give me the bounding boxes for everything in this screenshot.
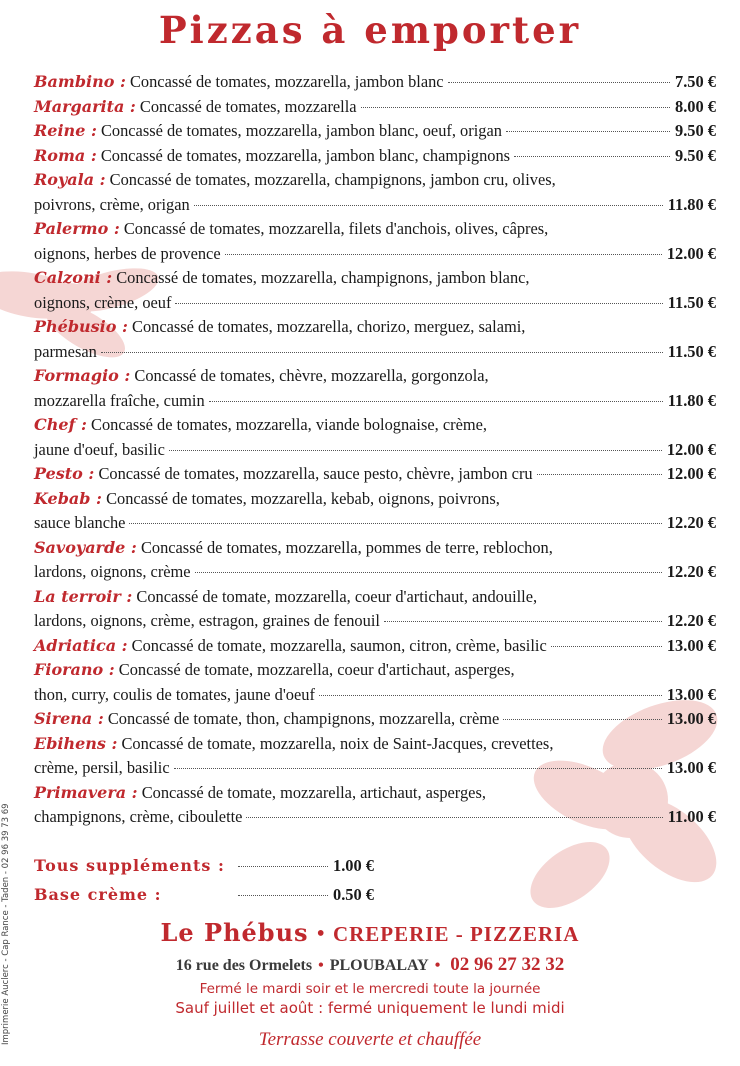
- pizza-ingredients: oignons, herbes de provence: [34, 243, 221, 263]
- pizza-ingredients: Concassé de tomates, mozzarella: [139, 96, 357, 116]
- pizza-ingredients: Concassé de tomate, thon, champignons, mozzarella, crème: [107, 709, 500, 728]
- pizza-ingredients: Concassé de tomate, mozzarella, saumon, citron, crème, basilic: [131, 635, 547, 655]
- pizza-text: [34, 70, 444, 95]
- pizza-text: [34, 609, 380, 634]
- pizza-text: [34, 683, 315, 708]
- pizza-ingredients: Concassé de tomates, mozzarella, kebab, oignons, poivrons,: [106, 488, 500, 508]
- pizza-text: [34, 536, 553, 561]
- pizza-ingredients: Concassé de tomates, mozzarella, jambon blanc, oeuf, origan: [100, 121, 502, 140]
- restaurant-name: Le Phébus: [160, 918, 309, 947]
- pizza-text: [34, 242, 221, 267]
- pizza-item: [34, 462, 716, 487]
- pizza-ingredients: Concassé de tomates, chèvre, mozzarella, gorgonzola,: [134, 366, 489, 385]
- pizza-ingredients: parmesan: [34, 341, 97, 361]
- pizza-price: 11.80 €: [667, 194, 716, 214]
- dot-leader: [448, 82, 670, 83]
- pizza-name: Kebab :: [34, 488, 102, 508]
- bullet-separator: •: [434, 957, 441, 974]
- address: 16 rue des Ormelets: [175, 957, 313, 974]
- pizza-text: [34, 462, 533, 487]
- pizza-item: [34, 585, 716, 634]
- pizza-line: [34, 487, 716, 512]
- dot-leader: [129, 523, 661, 524]
- pizza-line: [34, 781, 716, 806]
- dot-leader: [238, 895, 328, 896]
- pizza-name: Sirena :: [34, 709, 104, 728]
- pizza-text: [34, 340, 97, 365]
- pizza-item: [34, 364, 716, 413]
- pizza-item: [34, 144, 716, 169]
- pizza-name: Adriatica :: [34, 635, 128, 655]
- pizza-price: 13.00 €: [666, 758, 716, 777]
- pizza-line: [34, 462, 716, 487]
- pizza-line: [34, 95, 716, 120]
- extra-label: Tous suppléments :: [34, 856, 225, 875]
- pizza-text: [34, 634, 547, 659]
- pizza-line: [34, 413, 716, 438]
- pizza-item: [34, 732, 716, 781]
- pizza-item: [34, 658, 716, 707]
- phone-number: 02 96 27 32 32: [450, 954, 565, 975]
- bullet-separator: •: [316, 921, 325, 947]
- restaurant-type: CREPERIE - PIZZERIA: [332, 922, 580, 946]
- pizza-item: [34, 707, 716, 732]
- pizza-line: [34, 70, 716, 95]
- dot-leader: [514, 156, 670, 157]
- dot-leader: [537, 474, 662, 475]
- pizza-text: [34, 511, 125, 536]
- pizza-text: [34, 658, 515, 683]
- pizza-line: [34, 585, 716, 610]
- dot-leader: [174, 768, 662, 769]
- dot-leader: [384, 621, 662, 622]
- bullet-separator: •: [318, 957, 324, 974]
- pizza-ingredients: Concassé de tomates, mozzarella, champignons, jambon cru, olives,: [109, 170, 556, 189]
- pizza-line: [34, 291, 716, 316]
- restaurant-heading: [0, 918, 740, 948]
- pizza-text: [34, 732, 553, 757]
- pizza-item: [34, 634, 716, 659]
- pizza-text: [34, 756, 170, 781]
- extras-list: [34, 851, 394, 909]
- pizza-text: [34, 291, 171, 316]
- pizza-line: [34, 560, 716, 585]
- opening-hours-summer: Sauf juillet et août : fermé uniquement le lundi midi: [175, 999, 565, 1017]
- pizza-ingredients: Concassé de tomates, mozzarella, champignons, jambon blanc,: [116, 268, 530, 287]
- pizza-name: Pesto :: [34, 464, 95, 483]
- pizza-line: [34, 119, 716, 144]
- pizza-ingredients: poivrons, crème, origan: [34, 194, 190, 214]
- dot-leader: [225, 254, 662, 255]
- pizza-item: [34, 70, 716, 95]
- pizza-line: [34, 144, 716, 169]
- pizza-text: [34, 487, 500, 512]
- pizza-name: Fiorano :: [34, 660, 115, 679]
- pizza-name: Royala :: [34, 170, 106, 189]
- pizza-line: [34, 732, 716, 757]
- pizza-text: [34, 315, 525, 340]
- dot-leader: [238, 866, 328, 867]
- pizza-text: [34, 144, 510, 169]
- pizza-name: Margarita :: [34, 96, 136, 116]
- pizza-text: [34, 364, 489, 389]
- opening-hours-closed: Fermé le mardi soir et le mercredi toute la journée: [199, 981, 541, 997]
- pizza-ingredients: Concassé de tomates, mozzarella, jambon blanc: [129, 72, 444, 91]
- dot-leader: [361, 107, 670, 108]
- pizza-line: [34, 634, 716, 659]
- pizza-ingredients: Concassé de tomate, mozzarella, coeur d'artichaut, asperges,: [118, 660, 515, 679]
- pizza-name: Chef :: [34, 415, 87, 434]
- pizza-line: [34, 536, 716, 561]
- dot-leader: [101, 352, 663, 353]
- pizza-item: [34, 119, 716, 144]
- pizza-name: Savoyarde :: [34, 537, 137, 557]
- pizza-ingredients: Concassé de tomates, mozzarella, filets d'anchois, olives, câpres,: [123, 219, 549, 238]
- page-title: Pizzas à emporter: [158, 8, 582, 52]
- pizza-text: [34, 707, 499, 732]
- pizza-text: [34, 95, 357, 120]
- pizza-line: [34, 756, 716, 781]
- pizza-ingredients: thon, curry, coulis de tomates, jaune d'oeuf: [34, 684, 315, 704]
- pizza-line: [34, 217, 716, 242]
- pizza-text: [34, 805, 242, 830]
- pizza-line: [34, 266, 716, 291]
- pizza-text: [34, 193, 190, 218]
- pizza-line: [34, 511, 716, 536]
- pizza-ingredients: sauce blanche: [34, 513, 126, 532]
- pizza-text: [34, 168, 556, 193]
- pizza-text: [34, 217, 548, 242]
- pizza-line: [34, 315, 716, 340]
- pizza-text: [34, 438, 165, 463]
- extra-label: Base crème :: [34, 885, 162, 904]
- pizza-name: La terroir :: [34, 586, 133, 606]
- dot-leader: [209, 401, 663, 402]
- pizza-ingredients: Concassé de tomate, mozzarella, noix de Saint-Jacques, crevettes,: [121, 733, 554, 753]
- pizza-price: 13.00 €: [666, 684, 716, 704]
- city: PLOUBALAY: [329, 957, 429, 974]
- pizza-text: [34, 560, 191, 585]
- pizza-line: [34, 364, 716, 389]
- pizza-line: [34, 340, 716, 365]
- pizza-price: 8.00 €: [675, 96, 716, 116]
- pizza-price: 9.50 €: [675, 145, 716, 165]
- pizza-text: [34, 781, 486, 806]
- pizza-item: [34, 217, 716, 266]
- pizza-price: 13.00 €: [666, 709, 716, 728]
- pizza-ingredients: Concassé de tomates, mozzarella, sauce pesto, chèvre, jambon cru: [98, 464, 533, 483]
- pizza-line: [34, 438, 716, 463]
- dot-leader: [246, 817, 662, 818]
- pizza-text: [34, 389, 205, 414]
- pizza-ingredients: Concassé de tomates, mozzarella, viande bolognaise, crème,: [91, 415, 487, 434]
- pizza-price: 11.00 €: [667, 807, 716, 826]
- pizza-text: [34, 413, 487, 438]
- pizza-item: [34, 266, 716, 315]
- dot-leader: [175, 303, 662, 304]
- dot-leader: [195, 572, 662, 573]
- pizza-price: 12.00 €: [666, 464, 716, 483]
- pizza-item: [34, 168, 716, 217]
- pizza-ingredients: jaune d'oeuf, basilic: [34, 439, 165, 459]
- pizza-item: [34, 413, 716, 462]
- extra-base-creme: [34, 880, 394, 909]
- dot-leader: [506, 131, 670, 132]
- restaurant-footer: [0, 918, 740, 1051]
- dot-leader: [503, 719, 662, 720]
- extra-supplements: [34, 851, 394, 880]
- pizza-ingredients: oignons, crème, oeuf: [34, 292, 172, 312]
- pizza-ingredients: mozzarella fraîche, cumin: [34, 390, 205, 410]
- pizza-name: Reine :: [34, 121, 97, 140]
- pizza-item: [34, 536, 716, 585]
- pizza-line: [34, 168, 716, 193]
- contact-line: [0, 954, 740, 976]
- pizza-text: [34, 119, 502, 144]
- pizza-price: 9.50 €: [675, 121, 716, 140]
- pizza-ingredients: Concassé de tomates, mozzarella, chorizo, merguez, salami,: [132, 317, 526, 336]
- pizza-item: [34, 95, 716, 120]
- pizza-ingredients: lardons, oignons, crème: [34, 562, 191, 581]
- pizza-ingredients: lardons, oignons, crème, estragon, graines de fenouil: [34, 611, 380, 630]
- terrace-note: Terrasse couverte et chauffée: [258, 1029, 482, 1050]
- pizza-name: Palermo :: [34, 219, 120, 238]
- pizza-price: 12.00 €: [666, 439, 716, 459]
- printer-credit: Imprimerie Auclerc - Cap Rance - Taden - 02 96 39 73 69: [1, 803, 11, 1045]
- pizza-price: 12.20 €: [666, 611, 716, 630]
- dot-leader: [551, 646, 662, 647]
- pizza-text: [34, 585, 537, 610]
- pizza-ingredients: Concassé de tomate, mozzarella, artichaut, asperges,: [141, 782, 486, 802]
- pizza-line: [34, 609, 716, 634]
- pizza-line: [34, 658, 716, 683]
- pizza-item: [34, 487, 716, 536]
- pizza-line: [34, 707, 716, 732]
- pizza-ingredients: crème, persil, basilic: [34, 758, 170, 777]
- pizza-name: Calzoni :: [34, 268, 113, 287]
- pizza-price: 11.80 €: [667, 390, 716, 410]
- extra-price: 0.50 €: [333, 885, 374, 904]
- pizza-line: [34, 805, 716, 830]
- pizza-price: 12.20 €: [666, 562, 716, 581]
- pizza-name: Ebihens :: [34, 733, 118, 753]
- pizza-line: [34, 193, 716, 218]
- pizza-ingredients: Concassé de tomates, mozzarella, jambon blanc, champignons: [100, 145, 511, 165]
- pizza-line: [34, 389, 716, 414]
- pizza-price: 11.50 €: [667, 341, 716, 361]
- pizza-price: 7.50 €: [675, 72, 716, 91]
- pizza-price: 12.20 €: [666, 513, 716, 532]
- pizza-price: 11.50 €: [667, 292, 716, 312]
- pizza-ingredients: champignons, crème, ciboulette: [34, 807, 243, 826]
- dot-leader: [169, 450, 662, 451]
- pizza-price: 13.00 €: [666, 635, 716, 655]
- pizza-line: [34, 242, 716, 267]
- extra-price: 1.00 €: [333, 856, 374, 875]
- pizza-price: 12.00 €: [666, 243, 716, 263]
- pizza-item: [34, 781, 716, 830]
- pizza-ingredients: Concassé de tomate, mozzarella, coeur d'artichaut, andouille,: [136, 586, 538, 606]
- pizza-text: [34, 266, 530, 291]
- pizza-name: Roma :: [34, 145, 97, 165]
- pizza-line: [34, 683, 716, 708]
- pizza-name: Primavera :: [34, 782, 138, 802]
- pizza-name: Phébusio :: [34, 317, 128, 336]
- pizza-ingredients: Concassé de tomates, mozzarella, pommes de terre, reblochon,: [140, 537, 553, 557]
- dot-leader: [194, 205, 663, 206]
- pizza-item: [34, 315, 716, 364]
- dot-leader: [319, 695, 662, 696]
- pizza-menu-list: [34, 70, 716, 830]
- pizza-name: Formagio :: [34, 366, 131, 385]
- pizza-name: Bambino :: [34, 72, 126, 91]
